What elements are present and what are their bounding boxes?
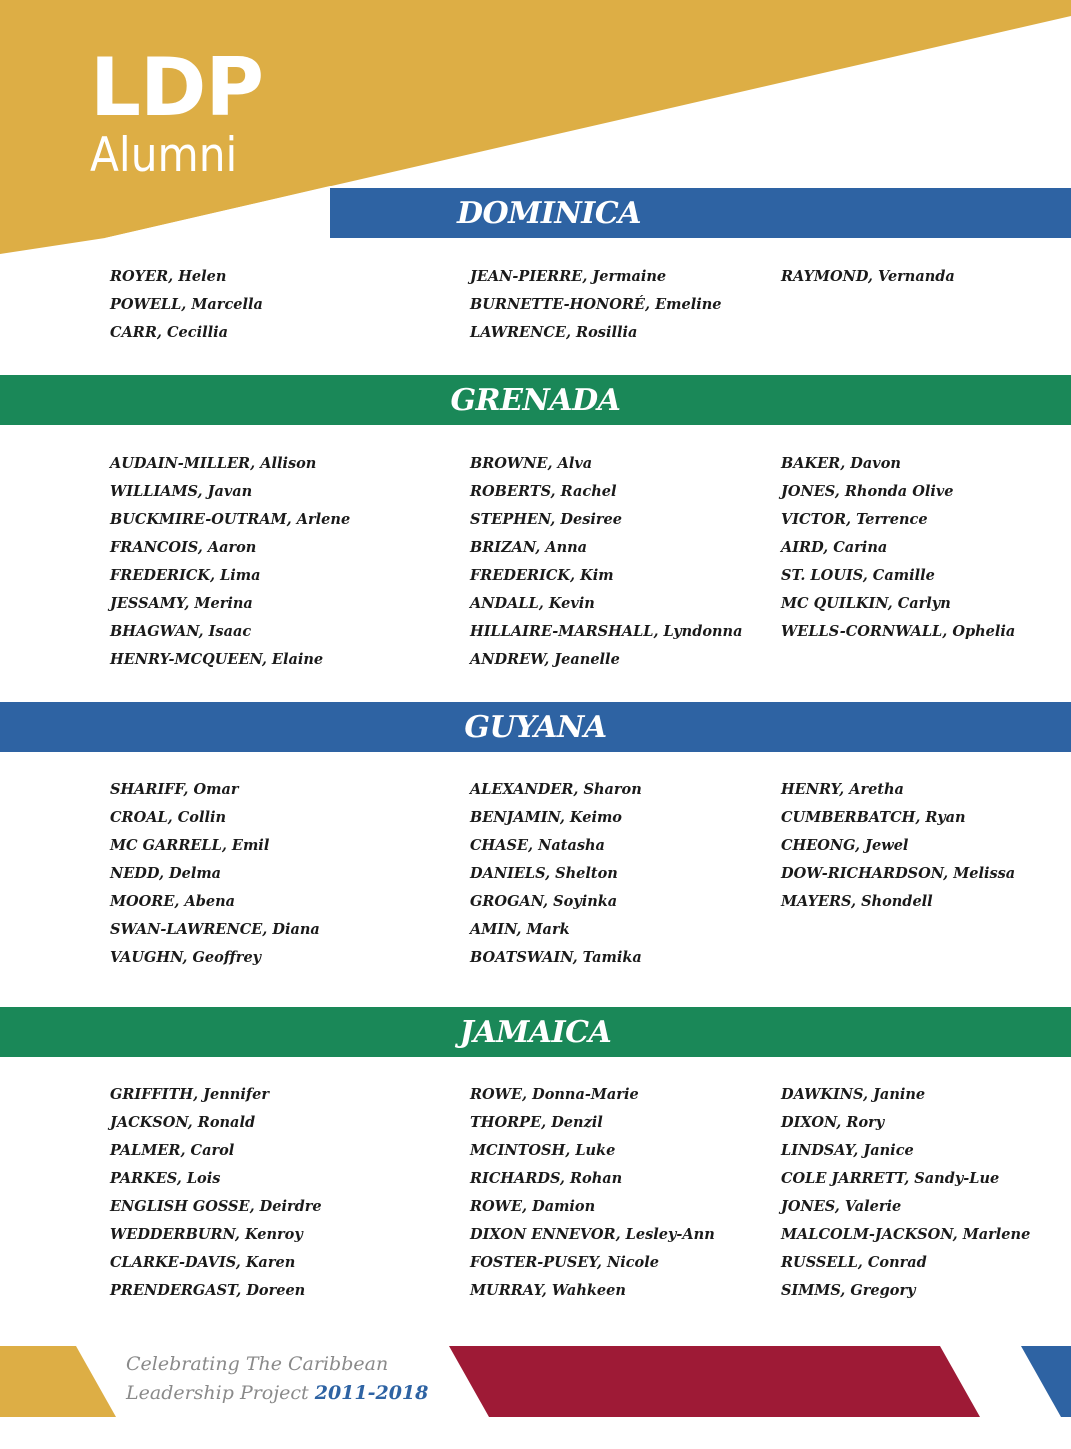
alumni-name: LINDSAY, Janice <box>781 1142 914 1159</box>
alumni-name: BOATSWAIN, Tamika <box>470 949 642 966</box>
alumni-name: BENJAMIN, Keimo <box>470 809 622 826</box>
alumni-name: DAWKINS, Janine <box>781 1086 926 1103</box>
alumni-name: AMIN, Mark <box>470 921 570 938</box>
name-column <box>781 776 1015 916</box>
footer-line-1: Celebrating The Caribbean <box>126 1353 389 1375</box>
alumni-name: FRANCOIS, Aaron <box>110 539 257 556</box>
alumni-name: ANDALL, Kevin <box>470 595 595 612</box>
alumni-name: MALCOLM-JACKSON, Marlene <box>781 1226 1031 1243</box>
alumni-name: ROBERTS, Rachel <box>470 483 617 500</box>
alumni-name: DOW-RICHARDSON, Melissa <box>781 865 1016 882</box>
alumni-name: MURRAY, Wahkeen <box>470 1282 626 1299</box>
section-header-guyana <box>0 702 1071 752</box>
alumni-name: ROWE, Donna-Marie <box>470 1086 639 1103</box>
section-title: JAMAICA <box>459 1014 612 1050</box>
alumni-name: WELLS-CORNWALL, Ophelia <box>781 623 1016 640</box>
alumni-name: NEDD, Delma <box>110 865 222 882</box>
section-header-grenada <box>0 375 1071 425</box>
alumni-name: JONES, Rhonda Olive <box>781 483 954 500</box>
alumni-name: DIXON, Rory <box>781 1114 885 1131</box>
footer-blue-shape <box>1021 1346 1071 1417</box>
page-subtitle: Alumni <box>90 128 238 183</box>
alumni-name: CHEONG, Jewel <box>781 837 909 854</box>
alumni-name: LAWRENCE, Rosillia <box>470 324 638 341</box>
alumni-name: HENRY, Aretha <box>781 781 904 798</box>
alumni-name: JACKSON, Ronald <box>110 1114 256 1131</box>
section-header-jamaica <box>0 1007 1071 1057</box>
alumni-name: RICHARDS, Rohan <box>470 1170 623 1187</box>
section-title: GRENADA <box>450 382 621 418</box>
alumni-name: MAYERS, Shondell <box>781 893 933 910</box>
name-column <box>781 1081 1030 1305</box>
alumni-name: WILLIAMS, Javan <box>110 483 253 500</box>
alumni-name: SIMMS, Gregory <box>781 1282 916 1299</box>
alumni-name: GRIFFITH, Jennifer <box>110 1086 269 1103</box>
alumni-name: MCINTOSH, Luke <box>470 1142 616 1159</box>
alumni-name: CARR, Cecillia <box>110 324 229 341</box>
alumni-name: DANIELS, Shelton <box>470 865 618 882</box>
alumni-name: STEPHEN, Desiree <box>470 511 622 528</box>
alumni-name: CUMBERBATCH, Ryan <box>781 809 966 826</box>
alumni-name: ENGLISH GOSSE, Deirdre <box>110 1198 322 1215</box>
alumni-name: CLARKE-DAVIS, Karen <box>110 1254 296 1271</box>
alumni-name: JESSAMY, Merina <box>110 595 253 612</box>
alumni-name: ANDREW, Jeanelle <box>470 651 620 668</box>
alumni-name: ALEXANDER, Sharon <box>470 781 642 798</box>
name-column <box>781 450 1015 646</box>
section-title: GUYANA <box>464 709 607 745</box>
alumni-name: AIRD, Carina <box>781 539 888 556</box>
alumni-name: VICTOR, Terrence <box>781 511 928 528</box>
name-column <box>110 263 263 347</box>
alumni-name: PARKES, Lois <box>110 1170 221 1187</box>
alumni-name: SWAN-LAWRENCE, Diana <box>110 921 320 938</box>
name-column <box>470 450 743 674</box>
alumni-name: SHARIFF, Omar <box>110 781 239 798</box>
alumni-name: PRENDERGAST, Doreen <box>110 1282 306 1299</box>
alumni-name: ST. LOUIS, Camille <box>781 567 935 584</box>
alumni-name: BUCKMIRE-OUTRAM, Arlene <box>110 511 351 528</box>
footer-years: 2011-2018 <box>314 1382 429 1404</box>
alumni-name: HENRY-MCQUEEN, Elaine <box>110 651 324 668</box>
alumni-name: FREDERICK, Kim <box>470 567 614 584</box>
page-title: LDP <box>90 41 264 134</box>
alumni-name: JONES, Valerie <box>781 1198 902 1215</box>
alumni-name: PALMER, Carol <box>110 1142 235 1159</box>
alumni-name: GROGAN, Soyinka <box>470 893 618 910</box>
alumni-name: MC QUILKIN, Carlyn <box>781 595 951 612</box>
name-column <box>470 1081 715 1305</box>
name-column <box>781 263 955 291</box>
footer-line-2 <box>126 1379 428 1408</box>
name-column <box>110 776 320 972</box>
alumni-name: JEAN-PIERRE, Jermaine <box>470 268 667 285</box>
alumni-name: ROWE, Damion <box>470 1198 596 1215</box>
alumni-name: FOSTER-PUSEY, Nicole <box>470 1254 659 1271</box>
footer-gold-shape <box>0 1346 116 1417</box>
alumni-name: CROAL, Collin <box>110 809 227 826</box>
section-title: DOMINICA <box>457 195 641 231</box>
alumni-name: WEDDERBURN, Kenroy <box>110 1226 303 1243</box>
alumni-name: POWELL, Marcella <box>110 296 263 313</box>
alumni-name: HILLAIRE-MARSHALL, Lyndonna <box>470 623 743 640</box>
alumni-name: CHASE, Natasha <box>470 837 605 854</box>
alumni-name: MC GARRELL, Emil <box>110 837 270 854</box>
alumni-name: COLE JARRETT, Sandy-Lue <box>781 1170 1000 1187</box>
alumni-name: AUDAIN-MILLER, Allison <box>110 455 317 472</box>
alumni-name: FREDERICK, Lima <box>110 567 261 584</box>
footer-crimson-shape <box>449 1346 980 1417</box>
alumni-name: RUSSELL, Conrad <box>781 1254 927 1271</box>
footer-tagline <box>126 1350 428 1408</box>
section-header-dominica <box>330 188 1071 238</box>
alumni-name: VAUGHN, Geoffrey <box>110 949 262 966</box>
name-column <box>470 263 721 347</box>
name-column <box>110 450 350 674</box>
alumni-name: MOORE, Abena <box>110 893 236 910</box>
alumni-name: BHAGWAN, Isaac <box>110 623 252 640</box>
alumni-name: BURNETTE-HONORÉ, Emeline <box>470 296 722 313</box>
alumni-name: RAYMOND, Vernanda <box>781 268 955 285</box>
name-column <box>470 776 642 972</box>
alumni-name: ROYER, Helen <box>110 268 227 285</box>
name-column <box>110 1081 322 1305</box>
footer-project: Leadership Project <box>126 1382 309 1404</box>
alumni-name: BROWNE, Alva <box>470 455 593 472</box>
alumni-name: BAKER, Davon <box>781 455 901 472</box>
alumni-name: DIXON ENNEVOR, Lesley-Ann <box>470 1226 715 1243</box>
alumni-name: BRIZAN, Anna <box>470 539 588 556</box>
alumni-name: THORPE, Denzil <box>470 1114 603 1131</box>
